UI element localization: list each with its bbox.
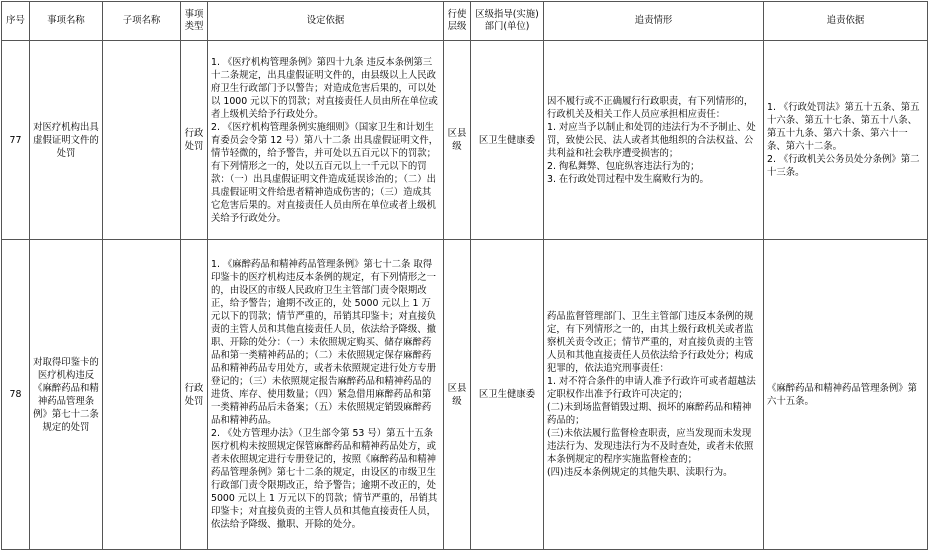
basis-paragraph: 2. 《医疗机构管理条例实施细则》（国家卫生和计划生育委员会令第 12 号）第八十二条 出具虚假证明文件，情节轻微的，给予警告，并可处以五百元以下的罚款；有下列情形之一的，处以五百元以上一千元以下的罚款：（一）出具虚假证明文件造成延误诊治的；（二）出具虚假证明文件给患者精神造成伤害的；（三）造成其它危害后果的。对直接责任人员由所在单位或者上级机关给予行政处分。 — [211, 121, 439, 224]
header-item-name: 事项名称 — [30, 2, 103, 41]
header-row — [2, 2, 928, 41]
row-accountability-basis — [764, 240, 928, 550]
row-no: 77 — [2, 41, 30, 240]
header-department: 区级指导(实施)部门(单位) — [471, 2, 544, 41]
row-legal-basis — [208, 41, 444, 240]
accountability-table — [1, 1, 928, 550]
header-legal-basis: 设定依据 — [208, 2, 444, 41]
accountability-paragraph: 《麻醉药品和精神药品管理条例》第六十五条。 — [767, 382, 918, 407]
case-paragraph: 因不履行或不正确履行行政职责，有下列情形的，行政机关及相关工作人员应承担相应责任： — [547, 95, 754, 120]
row-level: 区县级 — [444, 41, 471, 240]
header-accountability-cases: 追责情形 — [544, 2, 764, 41]
case-paragraph: 2. 徇私舞弊、包庇纵容违法行为的； — [547, 160, 700, 172]
basis-paragraph: 1. 《麻醉药品和精神药品管理条例》第七十二条 取得印鉴卡的医疗机构违反本条例的规定，有下列情形之一的，由设区的市级人民政府卫生主管部门责令限期改正，给予警告；逾期不改正的，处 5000 元以上 1 万元以下的罚款；情节严重的，吊销其印鉴卡；对直接负责的主管人员和其他直接责任人员，依法给予降级、撤职、开除的处分：（一）未依照规定购买、储存麻醉药品和第一类精神药品的；（二）未依照规定保存麻醉药品和精神药品专用处方，或者未依照规定进行处方专册登记的；（三）未依照规定报告麻醉药品和精神药品的进货、库存、使用数量；（四）紧急借用麻醉药品和第一类精神药品后未备案；（五）未依照规定销毁麻醉药品和精神药品。 — [211, 259, 437, 426]
header-sub-item: 子项名称 — [103, 2, 181, 41]
case-paragraph: 1. 对不符合条件的申请人准予行政许可或者超越法定职权作出准予行政许可决定的； — [547, 376, 756, 400]
case-paragraph: (四)违反本条例规定的其他失职、渎职行为。 — [547, 467, 733, 478]
row-item-type: 行政处罚 — [181, 41, 208, 240]
row-accountability-basis — [764, 41, 928, 240]
row-sub-item — [103, 41, 181, 240]
case-paragraph: 药品监督管理部门、卫生主管部门违反本条例的规定，有下列情形之一的，由其上级行政机关或者监察机关责令改正；情节严重的，对直接负责的主管人员和其他直接责任人员依法给予行政处分；构成犯罪的，依法追究刑事责任： — [547, 311, 754, 374]
table-row — [2, 41, 928, 240]
accountability-paragraph: 1. 《行政处罚法》第五十五条、第五十六条、第五十七条、第五十八条、第五十九条、第六十条、第六十一条、第六十二条。 — [767, 102, 920, 152]
header-accountability-basis: 追责依据 — [764, 2, 928, 41]
row-legal-basis — [208, 240, 444, 550]
case-paragraph: (三)未依法履行监督检查职责，应当发现而未发现违法行为、发现违法行为不及时查处，或者未依照本条例规定的程序实施监督检查的； — [547, 428, 754, 465]
case-paragraph: 1. 对应当予以制止和处罚的违法行为不予制止、处罚，致使公民、法人或者其他组织的合法权益、公共利益和社会秩序遭受损害的； — [547, 121, 756, 159]
row-no: 78 — [2, 240, 30, 550]
row-item-name: 对医疗机构出具虚假证明文件的处罚 — [30, 41, 103, 240]
row-department: 区卫生健康委 — [471, 41, 544, 240]
row-accountability-cases — [544, 41, 764, 240]
row-sub-item — [103, 240, 181, 550]
case-paragraph: (二)未到场监督销毁过期、损坏的麻醉药品和精神药品的； — [547, 402, 752, 426]
header-item-type: 事项类型 — [181, 2, 208, 41]
header-level: 行使层级 — [444, 2, 471, 41]
table-row — [2, 240, 928, 550]
accountability-paragraph: 2. 《行政机关公务员处分条例》第二十三条。 — [767, 154, 920, 178]
row-item-type: 行政处罚 — [181, 240, 208, 550]
basis-paragraph: 1. 《医疗机构管理条例》第四十九条 违反本条例第三十二条规定，出具虚假证明文件的，由县级以上人民政府卫生行政部门予以警告；对造成危害后果的，可以处以 1000 元以下的罚款；对直接责任人员由所在单位或者上级机关给予行政处分。 — [211, 56, 438, 120]
row-level: 区县级 — [444, 240, 471, 550]
row-department: 区卫生健康委 — [471, 240, 544, 550]
row-item-name: 对取得印鉴卡的医疗机构违反《麻醉药品和精神药品管理条例》第七十二条规定的处罚 — [30, 240, 103, 550]
row-accountability-cases — [544, 240, 764, 550]
basis-paragraph: 2. 《处方管理办法》（卫生部令第 53 号）第五十五条 医疗机构未按照规定保管麻醉药品和精神药品处方，或者未依照规定进行专册登记的，按照《麻醉药品和精神药品管理条例》第七十二条的规定，由设区的市级卫生行政部门责令限期改正，给予警告；逾期不改正的，处 5000 元以上 1 万元以下的罚款；情节严重的，吊销其印鉴卡；对直接负责的主管人员和其他直接责任人员，依法给予降级、撤职、开除的处分。 — [211, 428, 438, 530]
header-no: 序号 — [2, 2, 30, 41]
case-paragraph: 3. 在行政处罚过程中发生腐败行为的。 — [547, 173, 709, 185]
